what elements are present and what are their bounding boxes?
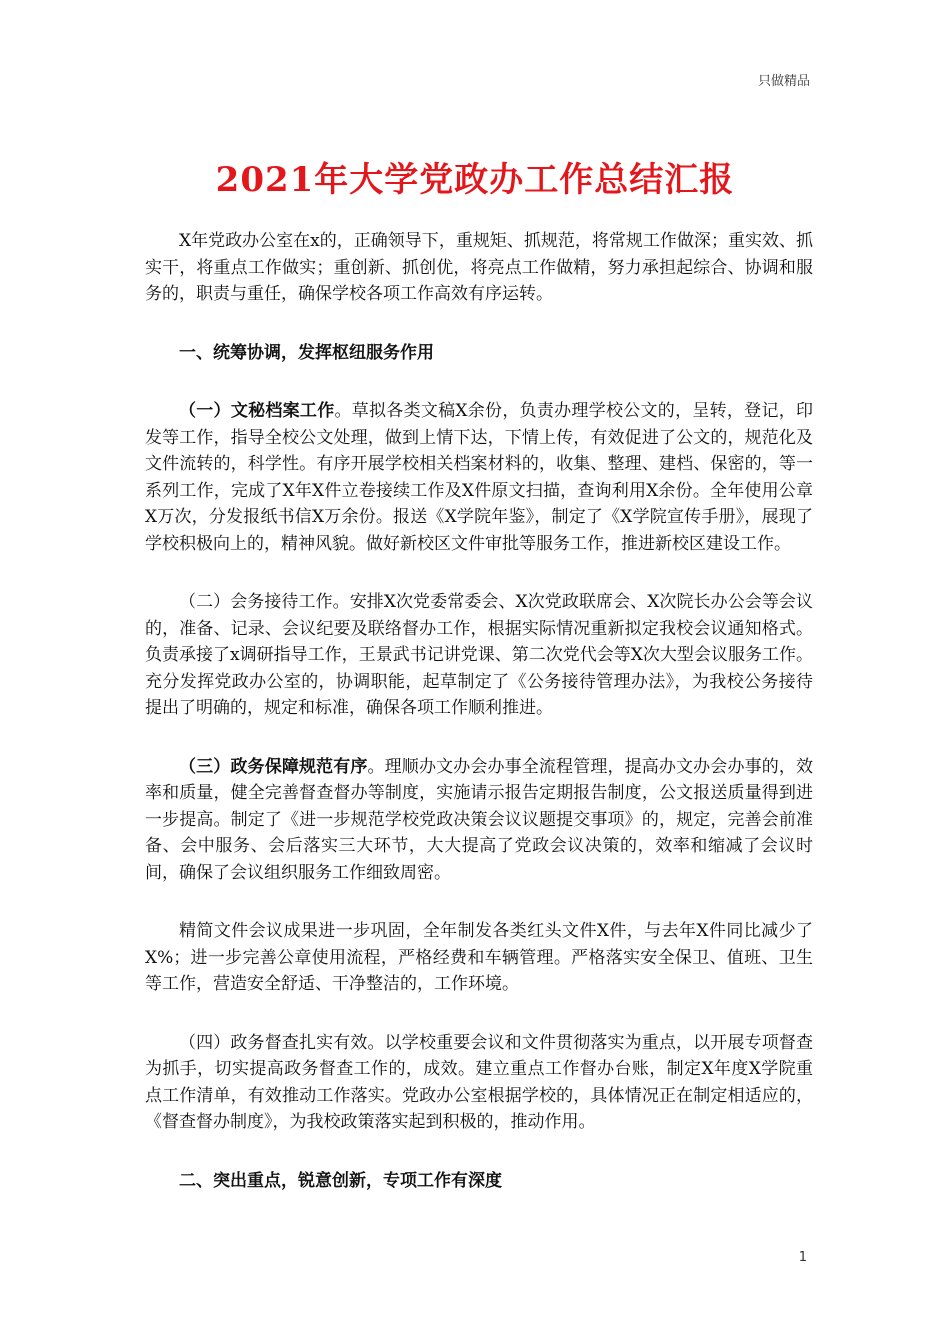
paragraph-archives-body: 。草拟各类文稿X余份，负责办理学校公文的，呈转，登记，印发等工作，指导全校公文处理，做到上情下达，下情上传，有效促进了公文的，规范化及文件流转的，科学性。有序开展学校相关档案材料的，收集、整理、建档、保密的，等一系列工作，完成了X年X件立卷接续工作及X件原文扫描，查询利用X余份。全年使用公章X万次，分发报纸书信X万余份。报送《X学院年鉴》，制定了《X学院宣传手册》，展现了学校积极向上的，精神风貌。做好新校区文件审批等服务工作，推进新校区建设工作。 [145,401,814,554]
section-2-heading: 二、突出重点，锐意创新，专项工作有深度 [179,1170,502,1191]
page-number: 1 [798,1250,807,1265]
paragraph-affairs [145,754,813,887]
paragraph-archives [145,398,813,557]
document-body [145,228,813,1226]
header-note: 只做精品 [757,74,810,89]
paragraph-archives-lead: （一）文秘档案工作 [179,401,335,421]
paragraph-affairs-body: 。理顺办文办会办事全流程管理，提高办文办会办事的，效率和质量，健全完善督查督办等制度，实施请示报告定期报告制度，公文报送质量得到进一步提高。制定了《进一步规范学校党政决策会议议题提交事项》的，规定，完善会前准备、会中服务、会后落实三大环节，大大提高了党政会议决策的，效率和缩减了会议时间，确保了会议组织服务工作细致周密。 [145,756,814,883]
paragraph-meetings: （二）会务接待工作。安排X次党委常委会、X次党政联席会、X次院长办公会等会议的，准备、记录、会议纪要及联络督办工作，根据实际情况重新拟定我校会议通知格式。负责承接了x调研指导工作，王景武书记讲党课、第二次党代会等X次大型会议服务工作。充分发挥党政办公室的，协调职能，起草制定了《公务接待管理办法》，为我校公务接待提出了明确的，规定和标准，确保各项工作顺利推进。 [145,592,813,718]
intro-paragraph: X年党政办公室在x的，正确领导下，重规矩、抓规范，将常规工作做深；重实效、抓实干，将重点工作做实；重创新、抓创优，将亮点工作做精，努力承担起综合、协调和服务的，职责与重任，确保学校各项工作高效有序运转。 [145,231,813,304]
paragraph-streamline: 精简文件会议成果进一步巩固，全年制发各类红头文件X件，与去年X件同比减少了X%；进一步完善公章使用流程，严格经费和车辆管理。严格落实安全保卫、值班、卫生等工作，营造安全舒适、干净整洁的，工作环境。 [145,921,813,994]
document-title: 2021年大学党政办工作总结汇报 [215,160,735,200]
paragraph-supervision: （四）政务督查扎实有效。以学校重要会议和文件贯彻落实为重点，以开展专项督查为抓手，切实提高政务督查工作的，成效。建立重点工作督办台账，制定X年度X学院重点工作清单，有效推动工作落实。党政办公室根据学校的，具体情况正在制定相适应的，《督查督办制度》，为我校政策落实起到积极的，推动作用。 [145,1032,813,1132]
paragraph-affairs-lead: （三）政务保障规范有序 [179,756,368,777]
section-1-heading: 一、统筹协调，发挥枢纽服务作用 [179,342,434,363]
